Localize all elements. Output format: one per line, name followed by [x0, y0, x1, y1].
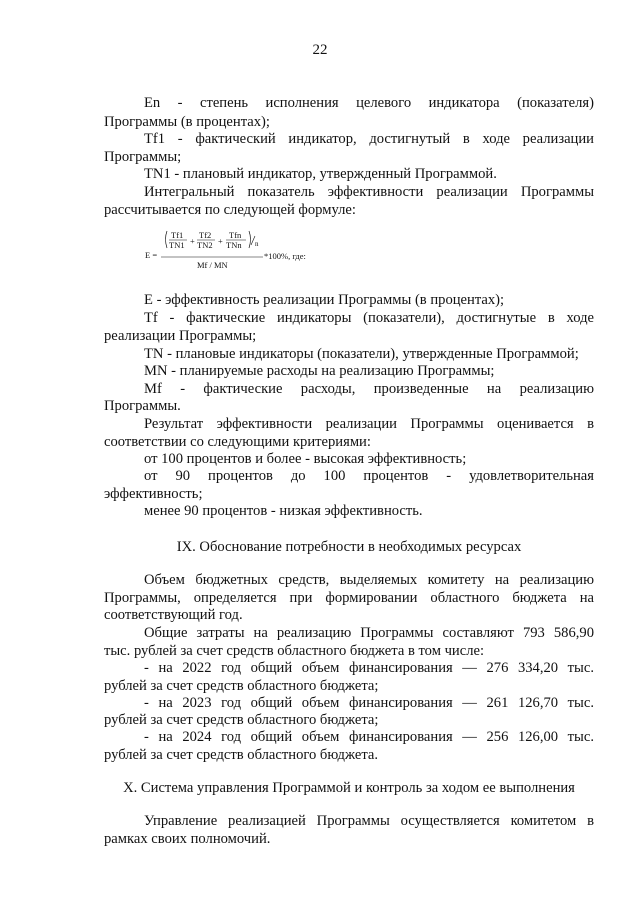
text-line: тыс. рублей за счет средств областного бюджета в том числе:	[104, 643, 485, 659]
efficiency-formula	[145, 228, 345, 276]
text-line: Управление реализацией Программы осуществляется комитетом в	[144, 813, 594, 829]
text-line: En - степень исполнения целевого индикатора (показателя)	[144, 95, 594, 111]
formula-tail: *100%, где:	[264, 251, 306, 261]
text-line: Tf1 - фактический индикатор, достигнутый в ходе реализации	[144, 131, 594, 147]
formula-d3: TNn	[226, 240, 242, 250]
formula-plus: +	[190, 236, 195, 246]
text-line: от 100 процентов и более - высокая эффективность;	[144, 451, 467, 467]
section-heading-x: X. Система управления Программой и контроль за ходом ее выполнения	[123, 780, 575, 796]
text-line: реализации Программы;	[104, 328, 257, 344]
text-line: соответствующий год.	[104, 607, 243, 623]
text-line: MN - планируемые расходы на реализацию Программы;	[144, 363, 495, 379]
text-line: рассчитывается по следующей формуле:	[104, 202, 356, 218]
text-line: Интегральный показатель эффективности реализации Программы	[144, 184, 594, 200]
text-line: рамках своих полномочий.	[104, 831, 271, 847]
text-line: Общие затраты на реализацию Программы составляют 793 586,90	[144, 625, 594, 641]
text-line: Программы.	[104, 398, 181, 414]
formula-n: n	[255, 240, 259, 248]
text-line: Результат эффективности реализации Программы оценивается в	[144, 416, 594, 432]
section-heading-ix: IX. Обоснование потребности в необходимых ресурсах	[176, 539, 522, 555]
text-line: менее 90 процентов - низкая эффективность.	[144, 503, 423, 519]
formula-denominator: Mf / MN	[197, 260, 228, 270]
text-line: рублей за счет средств областного бюджета.	[104, 747, 378, 763]
formula-n1: Tf1	[171, 230, 184, 240]
text-line: Программы, определяется при формировании областного бюджета на	[104, 590, 594, 606]
text-line: Объем бюджетных средств, выделяемых комитету на реализацию	[144, 572, 594, 588]
text-line: от 90 процентов до 100 процентов - удовлетворительная	[144, 468, 594, 484]
text-line: рублей за счет средств областного бюджета;	[104, 712, 379, 728]
text-line: рублей за счет средств областного бюджета;	[104, 678, 379, 694]
text-line: E - эффективность реализации Программы (в процентах);	[144, 292, 505, 308]
formula-d1: TN1	[169, 240, 185, 250]
text-line: Программы (в процентах);	[104, 114, 270, 130]
formula-plus: +	[218, 236, 223, 246]
formula-n2: Tf2	[199, 230, 212, 240]
text-line: - на 2023 год общий объем финансирования — 261 126,70 тыс.	[144, 695, 594, 711]
text-line: Mf - фактические расходы, произведенные на реализацию	[144, 381, 594, 397]
text-line: эффективность;	[104, 486, 203, 502]
formula-n3: Tfn	[229, 230, 242, 240]
text-line: - на 2022 год общий объем финансирования — 276 334,20 тыс.	[144, 660, 594, 676]
formula-d2: TN2	[197, 240, 213, 250]
text-line: TN - плановые индикаторы (показатели), утвержденные Программой;	[144, 346, 579, 362]
text-line: Программы;	[104, 149, 182, 165]
text-line: - на 2024 год общий объем финансирования — 256 126,00 тыс.	[144, 729, 594, 745]
page-number: 22	[312, 42, 328, 58]
text-line: Tf - фактические индикаторы (показатели), достигнутые в ходе	[144, 310, 594, 326]
formula-lhs: E =	[145, 250, 158, 260]
text-line: соответствии со следующими критериями:	[104, 434, 371, 450]
text-line: TN1 - плановый индикатор, утвержденный Программой.	[144, 166, 497, 182]
